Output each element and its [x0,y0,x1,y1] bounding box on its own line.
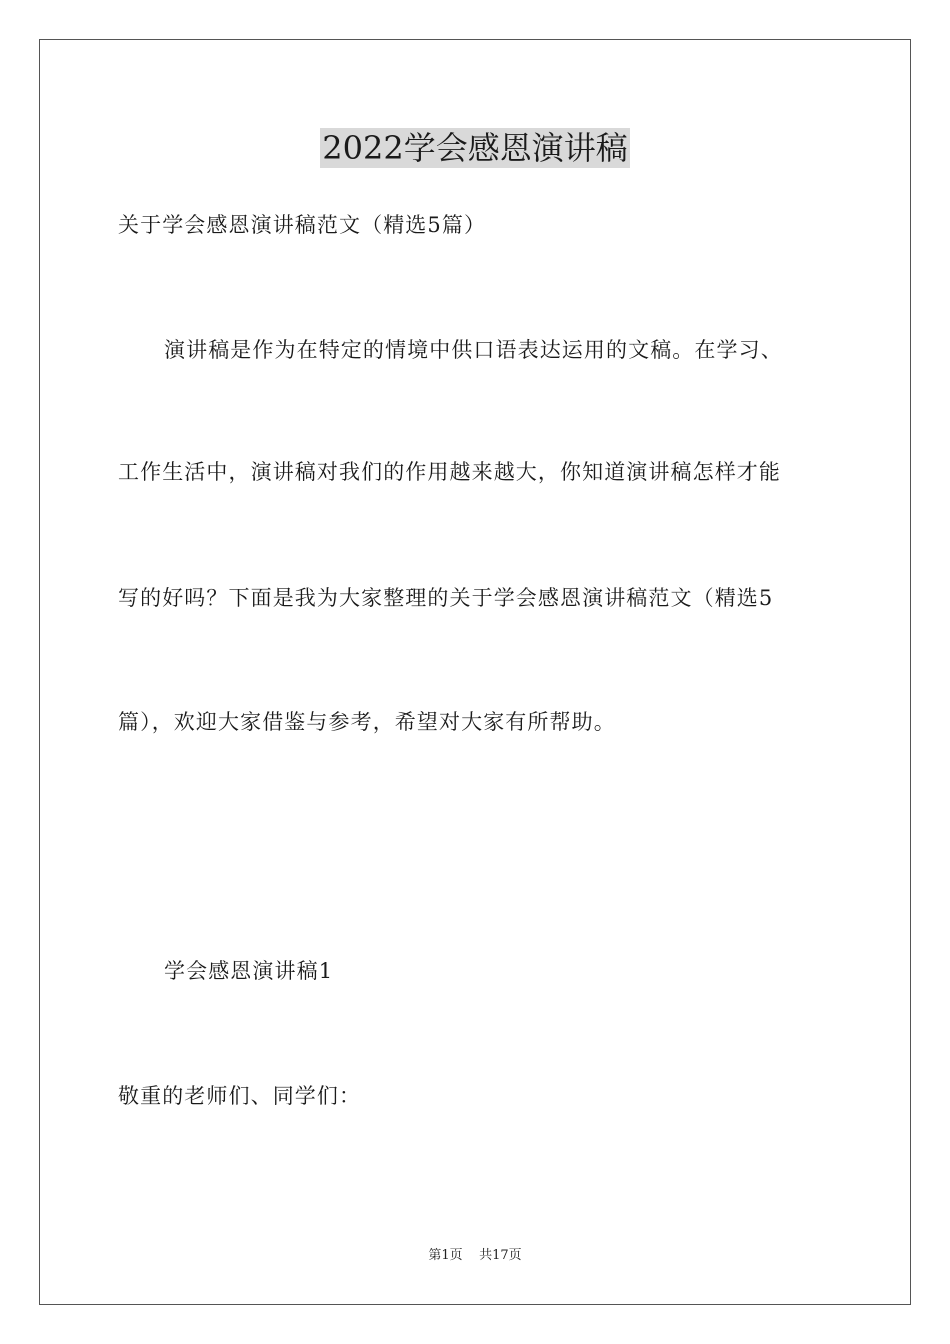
paragraph-line-3: 写的好吗？下面是我为大家整理的关于学会感恩演讲稿范文（精选5 [118,586,774,610]
page-footer [0,1247,950,1265]
page-number: 第1页 [428,1248,463,1263]
document-title-wrapper [0,128,950,168]
document-subtitle: 关于学会感恩演讲稿范文（精选5篇） [118,213,487,237]
page-total: 共17页 [479,1248,522,1263]
paragraph-line-1: 演讲稿是作为在特定的情境中供口语表达运用的文稿。在学习、 [164,338,783,362]
section-heading: 学会感恩演讲稿1 [164,959,334,983]
document-title: 2022学会感恩演讲稿 [322,129,628,167]
salutation: 敬重的老师们、同学们： [118,1084,362,1108]
paragraph-line-2: 工作生活中，演讲稿对我们的作用越来越大，你知道演讲稿怎样才能 [118,460,781,484]
paragraph-line-4: 篇），欢迎大家借鉴与参考，希望对大家有所帮助。 [118,710,616,734]
